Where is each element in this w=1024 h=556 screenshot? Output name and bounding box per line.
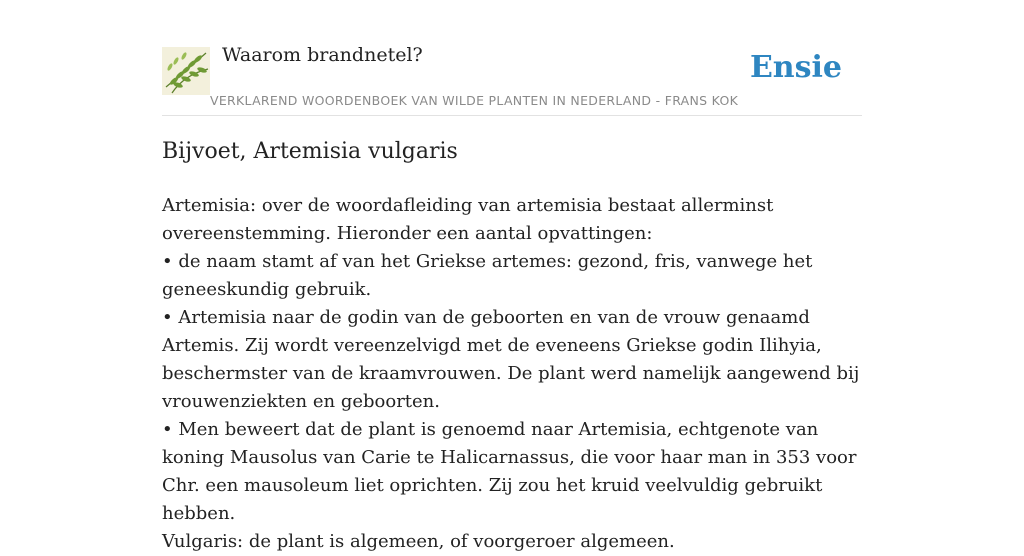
brand-logo[interactable]: Ensie — [749, 50, 842, 85]
paragraph: • Men beweert dat de plant is genoemd naar Artemisia, echtgenote van koning Mausolus van Carie te Halicarnassus, die voor haar man in 353 voor Chr. een mausoleum liet oprichten. Zij zou het kruid veelvuldig gebruikt hebben. — [162, 419, 857, 524]
site-title[interactable]: Waarom brandnetel? — [222, 44, 423, 66]
paragraph: • de naam stamt af van het Griekse artemes: gezond, fris, vanwege het geneeskundig gebruik. — [162, 251, 813, 300]
header-divider — [162, 115, 862, 116]
entry-body — [162, 192, 862, 556]
paragraph: • Artemisia naar de godin van de geboorten en van de vrouw genaamd Artemis. Zij wordt vereenzelvigd met de eveneens Griekse godin Ilihyia, beschermster van de kraamvrouwen. De plant werd namelijk aangewend bij vrouwenziekten en geboorten. — [162, 307, 860, 412]
paragraph: Artemisia: over de woordafleiding van artemisia bestaat allerminst overeenstemming. Hieronder een aantal opvattingen: — [162, 195, 774, 244]
plant-leaves-icon[interactable] — [162, 47, 210, 95]
dictionary-subtitle[interactable]: VERKLAREND WOORDENBOEK VAN WILDE PLANTEN IN NEDERLAND - FRANS KOK — [210, 93, 739, 108]
paragraph: Vulgaris: de plant is algemeen, of voorgeroer algemeen. — [162, 531, 675, 552]
entry-title: Bijvoet, Artemisia vulgaris — [162, 139, 458, 164]
